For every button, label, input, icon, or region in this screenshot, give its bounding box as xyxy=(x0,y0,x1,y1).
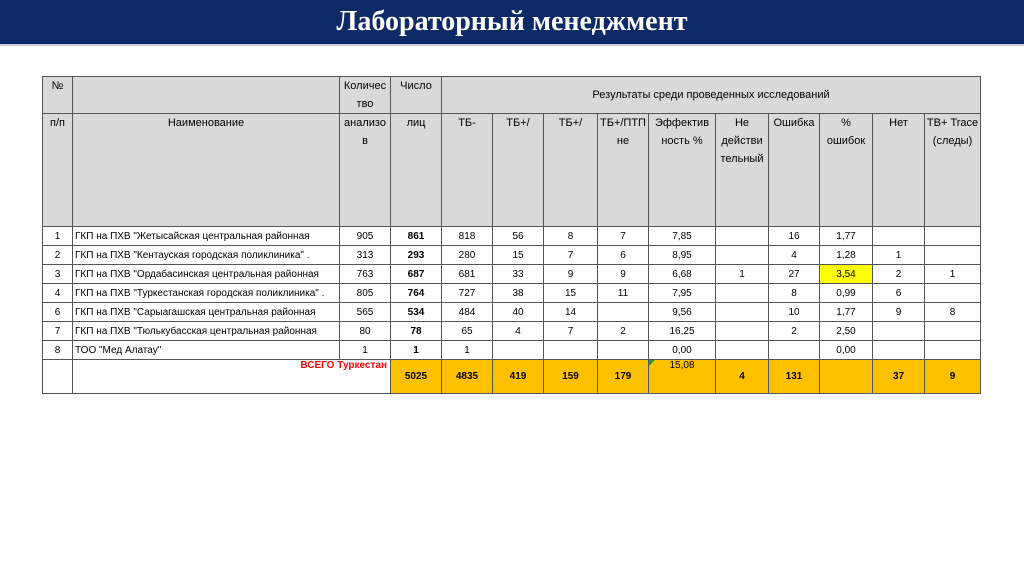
cell xyxy=(716,322,769,341)
table-row xyxy=(43,284,981,303)
cell: 27 xyxy=(769,265,820,284)
header-no: № xyxy=(43,77,73,114)
total-cell: 4835 xyxy=(442,360,493,394)
cell xyxy=(493,341,544,360)
cell: 8 xyxy=(925,303,981,322)
cell-count: 805 xyxy=(340,284,391,303)
cell: 1,77 xyxy=(820,303,873,322)
cell xyxy=(716,341,769,360)
cell: 484 xyxy=(442,303,493,322)
cell xyxy=(598,303,649,322)
cell: 1 xyxy=(925,265,981,284)
cell-persons: 687 xyxy=(391,265,442,284)
cell: 1 xyxy=(442,341,493,360)
cell-no: 2 xyxy=(43,246,73,265)
cell-persons: 534 xyxy=(391,303,442,322)
cell: 1,77 xyxy=(820,227,873,246)
cell xyxy=(716,246,769,265)
total-cell: 37 xyxy=(873,360,925,394)
header-col: ТВ+ Trace (следы) xyxy=(925,114,981,227)
cell: 2,50 xyxy=(820,322,873,341)
header-results-group: Результаты среди проведенных исследований xyxy=(442,77,981,114)
title-bar xyxy=(0,0,1024,46)
cell xyxy=(716,303,769,322)
cell-count: 1 xyxy=(340,341,391,360)
cell: 7,85 xyxy=(649,227,716,246)
header-count-sub: анализо в xyxy=(340,114,391,227)
cell xyxy=(873,341,925,360)
header-col: Нет xyxy=(873,114,925,227)
cell: 8 xyxy=(769,284,820,303)
cell: 15 xyxy=(493,246,544,265)
cell xyxy=(873,227,925,246)
cell-persons: 1 xyxy=(391,341,442,360)
header-blank xyxy=(73,77,340,114)
cell-count: 313 xyxy=(340,246,391,265)
total-cell: 419 xyxy=(493,360,544,394)
cell: 2 xyxy=(873,265,925,284)
header-col: ТБ+/ПТП не xyxy=(598,114,649,227)
cell: 40 xyxy=(493,303,544,322)
cell: 727 xyxy=(442,284,493,303)
total-row xyxy=(43,360,981,394)
header-row-1 xyxy=(43,77,981,114)
cell: 16,25 xyxy=(649,322,716,341)
header-col: ТБ- xyxy=(442,114,493,227)
cell-persons: 78 xyxy=(391,322,442,341)
cell-name: ТОО "Мед Алатау" xyxy=(73,341,340,360)
cell: 6 xyxy=(598,246,649,265)
cell: 9,56 xyxy=(649,303,716,322)
cell: 15 xyxy=(544,284,598,303)
header-col: % ошибок xyxy=(820,114,873,227)
header-col: ТБ+/ xyxy=(493,114,544,227)
cell: 7 xyxy=(544,322,598,341)
cell xyxy=(716,284,769,303)
cell: 2 xyxy=(769,322,820,341)
cell-highlighted: 3,54 xyxy=(820,265,873,284)
header-col: Ошибка xyxy=(769,114,820,227)
cell: 7 xyxy=(544,246,598,265)
header-col: ТБ+/ xyxy=(544,114,598,227)
cell xyxy=(925,246,981,265)
cell: 1 xyxy=(873,246,925,265)
total-label: ВСЕГО Туркестан xyxy=(73,360,391,394)
cell: 7,95 xyxy=(649,284,716,303)
table-row xyxy=(43,227,981,246)
cell-no: 7 xyxy=(43,322,73,341)
cell-name: ГКП на ПХВ "Туркестанская городская поликлиника" . xyxy=(73,284,340,303)
cell: 10 xyxy=(769,303,820,322)
cell: 9 xyxy=(873,303,925,322)
cell xyxy=(769,341,820,360)
cell-name: ГКП на ПХВ "Ордабасинская центральная районная xyxy=(73,265,340,284)
cell: 65 xyxy=(442,322,493,341)
cell xyxy=(925,322,981,341)
header-persons-sub: лиц xyxy=(391,114,442,227)
cell-no: 8 xyxy=(43,341,73,360)
header-col: Эффектив ность % xyxy=(649,114,716,227)
cell-count: 905 xyxy=(340,227,391,246)
cell: 0,00 xyxy=(649,341,716,360)
cell: 0,99 xyxy=(820,284,873,303)
total-blank xyxy=(43,360,73,394)
cell xyxy=(873,322,925,341)
table-row xyxy=(43,303,981,322)
cell-name: ГКП на ПХВ "Жетысайская центральная районная xyxy=(73,227,340,246)
cell-persons: 861 xyxy=(391,227,442,246)
cell: 2 xyxy=(598,322,649,341)
header-pp: п/п xyxy=(43,114,73,227)
cell: 280 xyxy=(442,246,493,265)
cell: 38 xyxy=(493,284,544,303)
cell xyxy=(544,341,598,360)
cell: 1 xyxy=(716,265,769,284)
table-row xyxy=(43,265,981,284)
cell xyxy=(716,227,769,246)
cell-no: 1 xyxy=(43,227,73,246)
cell: 11 xyxy=(598,284,649,303)
cell-count: 80 xyxy=(340,322,391,341)
results-table xyxy=(42,76,981,394)
total-persons: 5025 xyxy=(391,360,442,394)
cell: 4 xyxy=(493,322,544,341)
total-cell: 131 xyxy=(769,360,820,394)
cell: 6 xyxy=(873,284,925,303)
header-name: Наименование xyxy=(73,114,340,227)
cell: 8 xyxy=(544,227,598,246)
table-row xyxy=(43,322,981,341)
cell-count: 763 xyxy=(340,265,391,284)
cell: 0,00 xyxy=(820,341,873,360)
cell xyxy=(925,341,981,360)
cell-no: 4 xyxy=(43,284,73,303)
cell xyxy=(925,284,981,303)
cell-persons: 764 xyxy=(391,284,442,303)
cell: 9 xyxy=(544,265,598,284)
header-count: Количес тво xyxy=(340,77,391,114)
cell-name: ГКП на ПХВ "Тюлькубасская центральная районная xyxy=(73,322,340,341)
header-row-2 xyxy=(43,114,981,227)
cell-name: ГКП на ПХВ "Кентауская городская поликлиника" . xyxy=(73,246,340,265)
cell: 7 xyxy=(598,227,649,246)
cell: 14 xyxy=(544,303,598,322)
total-cell: 159 xyxy=(544,360,598,394)
cell xyxy=(598,341,649,360)
cell: 56 xyxy=(493,227,544,246)
cell-count: 565 xyxy=(340,303,391,322)
cell-name: ГКП на ПХВ "Сарыагашская центральная районная xyxy=(73,303,340,322)
cell: 1,28 xyxy=(820,246,873,265)
cell-no: 6 xyxy=(43,303,73,322)
cell: 16 xyxy=(769,227,820,246)
page-title: Лабораторный менеджмент xyxy=(336,6,688,37)
cell xyxy=(925,227,981,246)
total-cell: 4 xyxy=(716,360,769,394)
cell: 681 xyxy=(442,265,493,284)
total-cell xyxy=(820,360,873,394)
cell-no: 3 xyxy=(43,265,73,284)
cell: 33 xyxy=(493,265,544,284)
cell: 818 xyxy=(442,227,493,246)
cell-persons: 293 xyxy=(391,246,442,265)
cell: 6,68 xyxy=(649,265,716,284)
cell: 8,95 xyxy=(649,246,716,265)
table-row xyxy=(43,246,981,265)
header-col: Не действи тельный xyxy=(716,114,769,227)
table-row xyxy=(43,341,981,360)
cell: 4 xyxy=(769,246,820,265)
total-cell: 9 xyxy=(925,360,981,394)
header-persons: Число xyxy=(391,77,442,114)
total-cell-efficiency: 15,08 xyxy=(649,360,716,394)
total-cell: 179 xyxy=(598,360,649,394)
cell: 9 xyxy=(598,265,649,284)
